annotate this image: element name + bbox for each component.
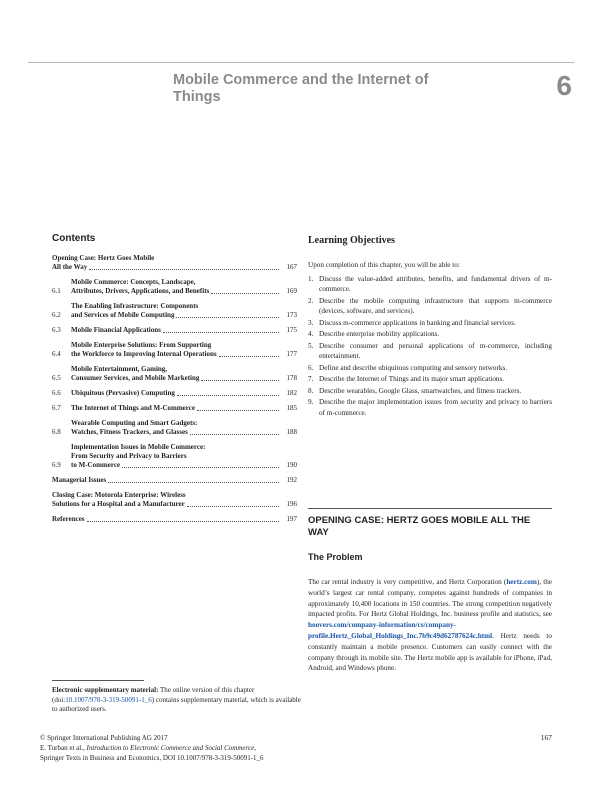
toc-entry[interactable]: [52, 278, 297, 296]
toc-entry[interactable]: [52, 419, 297, 437]
toc-entry[interactable]: [52, 491, 297, 509]
toc-entry-label: Consumer Services, and Mobile Marketing: [71, 374, 200, 382]
objective-item: [308, 329, 552, 340]
objective-text: Describe enterprise mobility applications.: [319, 330, 440, 338]
objectives-list: [308, 274, 552, 419]
toc-entry-last-line: [52, 476, 297, 485]
objective-item: [308, 374, 552, 385]
toc-page-number: 185: [286, 404, 297, 412]
toc-entry-last-line: [71, 326, 297, 335]
toc-leader-dots: [190, 434, 279, 435]
toc-entry-text: [52, 476, 297, 485]
toc-entry-label: References: [52, 515, 85, 523]
toc-leader-dots: [89, 269, 279, 270]
toc-entry-label: to M-Commerce: [71, 461, 121, 469]
toc-entry-label: The Internet of Things and M-Commerce: [71, 404, 195, 412]
toc-entry-last-line: [71, 374, 297, 383]
toc-page-number: 196: [286, 500, 297, 508]
toc-page-number: 197: [286, 515, 297, 523]
toc-entry[interactable]: [52, 341, 297, 359]
toc-leader-dots: [197, 410, 279, 411]
toc-page-number: 188: [286, 428, 297, 436]
toc-entry-text: [52, 515, 297, 524]
toc-section-number: 6.7: [52, 404, 61, 412]
hoovers-link[interactable]: hoovers.com/company-information/cs/company-profile.Hertz_Global_Holdings_Inc.7b9c49d62787624c.html: [308, 621, 493, 640]
copyright-line: © Springer International Publishing AG 2017: [40, 734, 168, 742]
toc-entry-last-line: [71, 350, 297, 359]
toc-entry-last-line: [71, 389, 297, 398]
objective-item: [308, 296, 552, 317]
toc-entry[interactable]: [52, 365, 297, 383]
toc-entry-line: Mobile Entertainment, Gaming,: [71, 365, 168, 373]
objective-item: [308, 386, 552, 397]
toc-entry-label: Solutions for a Hospital and a Manufacturer: [52, 500, 185, 508]
opening-case-rule: [308, 508, 552, 509]
toc-entry-line: Mobile Enterprise Solutions: From Supporting: [71, 341, 212, 349]
problem-subheading: The Problem: [308, 552, 363, 562]
paragraph-text-2: ), the world’s largest car rental company, competes against hundreds of companies in approximately 10,400 locations in 150 countries. The strong competition negatively impacted profits. For Hertz Global Holdings, Inc. business profile and statistics, see: [308, 578, 552, 619]
objective-number: 8.: [308, 386, 314, 395]
contents-section: [52, 232, 297, 530]
series-doi-line: Springer Texts in Business and Economics, DOI 10.1007/978-3-319-50091-1_6: [40, 754, 264, 762]
toc-page-number: 167: [286, 263, 297, 271]
toc-entry-line: Closing Case: Motorola Enterprise: Wireless: [52, 491, 186, 499]
toc-leader-dots: [176, 317, 279, 318]
toc-page-number: 169: [286, 287, 297, 295]
chapter-number: 6: [556, 70, 572, 101]
page-number: 167: [540, 733, 552, 742]
toc-entry[interactable]: [52, 443, 297, 470]
objective-item: [308, 363, 552, 374]
objective-number: 3.: [308, 318, 314, 327]
objective-number: 1.: [308, 274, 314, 283]
toc-section-number: 6.5: [52, 374, 61, 382]
toc-entry-line: The Enabling Infrastructure: Components: [71, 302, 199, 310]
toc-entry-text: [71, 443, 297, 470]
copyright-block: [40, 733, 520, 763]
toc-entry[interactable]: [52, 389, 297, 398]
paragraph-text-1: The car rental industry is very competitive, and Hertz Corporation (: [308, 578, 507, 586]
toc-list: [52, 254, 297, 524]
toc-entry-label: the Workforce to Improving Internal Operations: [71, 350, 217, 358]
toc-section-number: 6.3: [52, 326, 61, 334]
toc-entry-text: [71, 326, 297, 335]
objective-text: Discuss m-commerce applications in banking and financial services.: [319, 318, 516, 327]
toc-entry-label: Attributes, Drivers, Applications, and Benefits: [71, 287, 210, 295]
objective-text: Describe the Internet of Things and its major smart applications.: [319, 375, 505, 383]
toc-page-number: 192: [286, 476, 297, 484]
toc-entry-text: [71, 419, 297, 437]
objective-number: 9.: [308, 398, 314, 406]
toc-page-number: 178: [286, 374, 297, 382]
toc-page-number: 173: [286, 311, 297, 319]
citation-line: [40, 743, 520, 753]
toc-leader-dots: [122, 467, 279, 468]
contents-heading: Contents: [52, 233, 96, 244]
footnote-text-1: The online version of this chapter (doi:: [52, 686, 255, 704]
toc-leader-dots: [201, 380, 279, 381]
toc-entry-label: Mobile Financial Applications: [71, 326, 161, 334]
toc-entry-text: [71, 365, 297, 383]
objective-text: Describe the major implementation issues from security and privacy to barriers of m-commerce.: [319, 398, 552, 417]
toc-page-number: 175: [286, 326, 297, 334]
toc-entry-last-line: [71, 428, 297, 437]
toc-entry-label: Watches, Fitness Trackers, and Glasses: [71, 428, 188, 436]
opening-case-paragraph: [308, 577, 552, 674]
toc-page-number: 182: [286, 389, 297, 397]
objectives-heading: Learning Objectives: [308, 235, 395, 246]
toc-entry[interactable]: [52, 515, 297, 524]
header-rule: [28, 62, 574, 63]
objective-item: [308, 318, 552, 329]
objectives-intro: Upon completion of this chapter, you will be able to:: [308, 261, 460, 269]
toc-entry-last-line: [71, 461, 297, 470]
citation-book-title: Introduction to Electronic Commerce and Social Commerce: [86, 744, 255, 752]
opening-case-title: OPENING CASE: HERTZ GOES MOBILE ALL THE WAY: [308, 515, 531, 538]
toc-entry-text: [71, 389, 297, 398]
toc-page-number: 190: [286, 461, 297, 469]
toc-entry-last-line: [71, 311, 297, 320]
toc-entry-line: Opening Case: Hertz Goes Mobile: [52, 254, 155, 262]
objective-number: 7.: [308, 375, 314, 383]
toc-section-number: 6.9: [52, 461, 61, 469]
toc-section-number: 6.2: [52, 311, 61, 319]
chapter-title: Mobile Commerce and the Internet of Things: [173, 72, 429, 105]
toc-leader-dots: [211, 293, 279, 294]
toc-entry-text: [52, 254, 297, 272]
toc-entry-line: Wearable Computing and Smart Gadgets:: [71, 419, 198, 427]
toc-leader-dots: [108, 482, 279, 483]
hertz-link[interactable]: hertz.com: [506, 578, 537, 586]
objective-item: [308, 274, 552, 295]
toc-entry-label: Ubiquitous (Pervasive) Computing: [71, 389, 175, 397]
toc-entry-label: Managerial Issues: [52, 476, 107, 484]
toc-entry-last-line: [52, 500, 297, 509]
toc-entry-label: and Services of Mobile Computing: [71, 311, 175, 319]
toc-section-number: 6.4: [52, 350, 61, 358]
toc-entry-last-line: [71, 287, 297, 296]
toc-entry-text: [71, 341, 297, 359]
objective-number: 6.: [308, 363, 314, 372]
toc-entry-text: [71, 302, 297, 320]
objective-item: [308, 397, 552, 418]
toc-entry-text: [71, 404, 297, 413]
objective-number: 5.: [308, 341, 314, 350]
objective-text: Discuss the value-added attributes, benefits, and fundamental drivers of m-commerce.: [319, 274, 552, 293]
toc-entry-line: Implementation Issues in Mobile Commerce:: [71, 443, 206, 451]
toc-entry[interactable]: [52, 254, 297, 272]
toc-page-number: 177: [286, 350, 297, 358]
toc-section-number: 6.8: [52, 428, 61, 436]
toc-entry[interactable]: [52, 326, 297, 335]
toc-leader-dots: [163, 332, 279, 333]
toc-entry[interactable]: [52, 302, 297, 320]
objective-number: 2.: [308, 296, 314, 305]
objective-text: Define and describe ubiquitous computing and sensory networks.: [319, 363, 508, 372]
learning-objectives: [308, 234, 552, 419]
footnote-label: Electronic supplementary material:: [52, 686, 159, 694]
toc-leader-dots: [87, 521, 279, 522]
toc-entry[interactable]: [52, 404, 297, 413]
toc-entry[interactable]: [52, 476, 297, 485]
toc-section-number: 6.6: [52, 389, 61, 397]
toc-entry-line: From Security and Privacy to Barriers: [71, 452, 187, 460]
footnote-rule: [52, 680, 144, 681]
objective-item: [308, 341, 552, 362]
toc-entry-line: Mobile Commerce: Concepts, Landscape,: [71, 278, 196, 286]
citation-authors: E. Turban et al.,: [40, 744, 87, 752]
toc-entry-last-line: [52, 515, 297, 524]
toc-leader-dots: [219, 356, 279, 357]
toc-entry-text: [71, 278, 297, 296]
toc-entry-last-line: [71, 404, 297, 413]
toc-entry-text: [52, 491, 297, 509]
objective-text: Describe consumer and personal applications of m-commerce, including entertainment.: [319, 341, 552, 360]
objective-text: Describe the mobile computing infrastructure that supports m-commerce (devices, software, and services).: [319, 296, 552, 315]
doi-link[interactable]: 10.1007/978-3-319-50091-1_6: [65, 695, 152, 704]
toc-leader-dots: [177, 395, 279, 396]
toc-leader-dots: [187, 506, 279, 507]
toc-section-number: 6.1: [52, 287, 61, 295]
citation-comma: ,: [254, 744, 256, 752]
objective-text: Describe wearables, Google Glass, smartwatches, and fitness trackers.: [319, 386, 522, 395]
footnote: [52, 686, 302, 715]
toc-entry-last-line: [52, 263, 297, 272]
toc-entry-label: All the Way: [52, 263, 88, 271]
footnote-text-2: ) contains supplementary material, which is available to authorized users.: [52, 695, 301, 713]
objective-number: 4.: [308, 330, 314, 338]
paragraph-text-3: . Hertz needs to constantly maintain a mobile presence. Customers can easily connect with the company through its mobile site. The Hertz mobile app is available for iPhone, iPad, Android, and Windows phone.: [308, 631, 552, 673]
